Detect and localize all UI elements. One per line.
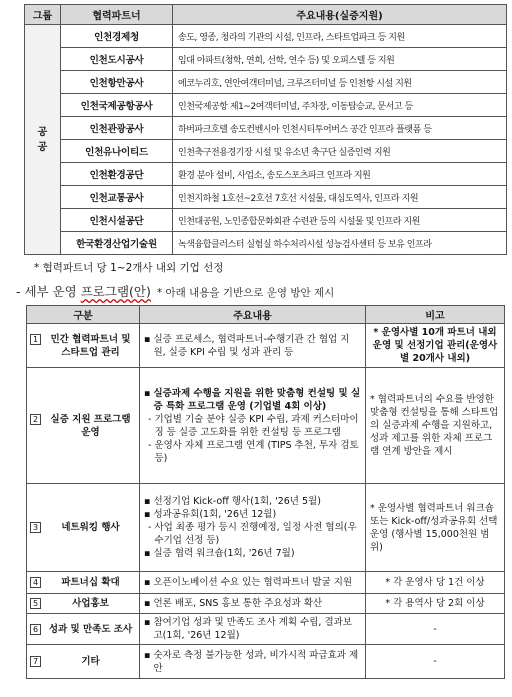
category-number-box: 7 <box>30 656 41 667</box>
content-text: 실증과제 수행을 지원을 위한 맞춤형 컨설팅 및 실증 특화 프로그램 운영 (기업별 4회 이상) <box>153 387 361 412</box>
program-remark <box>366 368 505 484</box>
program-contents <box>140 368 366 484</box>
program-category <box>27 484 140 572</box>
bullet-icon: ▪ <box>144 509 151 520</box>
bullet-icon: ▪ <box>144 548 151 559</box>
bullet-icon: ▪ <box>144 617 151 628</box>
content-item <box>144 576 361 589</box>
partner-content: 임대 아파트(청학, 연희, 선학, 연수 등) 및 오피스텔 등 지원 <box>173 48 507 71</box>
category-label: 기타 <box>81 656 100 667</box>
bullet-icon: ▪ <box>144 598 151 609</box>
program-contents <box>140 614 366 645</box>
section-subnote: * 아래 내용을 기반으로 운영 방안 제시 <box>156 287 335 299</box>
bullet-icon: - <box>148 413 152 425</box>
program-table <box>26 305 505 679</box>
program-contents <box>140 594 366 614</box>
partner-row <box>25 48 507 71</box>
partner-content: 하버파크호텔 송도컨벤시아 인천시티투어버스 공간 인프라 플랫폼 등 <box>173 117 507 140</box>
content-item <box>144 387 361 413</box>
bullet-icon: ▪ <box>144 387 151 399</box>
category-label: 실증 지원 프로그램 운영 <box>50 413 131 438</box>
category-number-box: 5 <box>30 598 41 609</box>
partner-content: 에코누리호, 연안여객터미널, 크루즈터미널 등 인천항 시설 지원 <box>173 71 507 94</box>
content-text: 실증 협력 워크숍(1회, '26년 7월) <box>153 548 295 559</box>
bullet-icon: ▪ <box>144 333 151 345</box>
partner-name: 인천환경공단 <box>61 163 173 186</box>
program-contents <box>140 645 366 679</box>
program-category <box>27 594 140 614</box>
partner-row <box>25 186 507 209</box>
program-row <box>27 368 505 484</box>
program-row <box>27 484 505 572</box>
content-text: 성과공유회(1회, '26년 12월) <box>153 509 277 520</box>
content-text: 실증 프로세스, 협력파트너-수행기관 간 협업 지원, 실증 KPI 수립 및 성과 관리 등 <box>153 333 350 358</box>
content-text: 기업별 기술 분야 실증 KPI 수립, 과제 커스터마이징 등 실증 고도화를 위한 컨설팅 등 프로그램 <box>154 413 359 438</box>
program-category <box>27 368 140 484</box>
content-item <box>144 616 361 642</box>
partner-content: 인천대공원, 노인종합문화회관 수련관 등의 시설물 및 인프라 지원 <box>173 209 507 232</box>
category-label: 민간 협력파트너 및 스타트업 관리 <box>50 333 131 358</box>
category-number-box: 1 <box>30 334 41 345</box>
partner-row <box>25 117 507 140</box>
program-remark <box>366 324 505 368</box>
content-item <box>144 547 361 560</box>
category-number-box: 4 <box>30 577 41 588</box>
category-label: 파트너십 확대 <box>61 577 120 588</box>
partner-name: 인천관광공사 <box>61 117 173 140</box>
content-item <box>144 597 361 610</box>
bullet-icon: - <box>148 522 152 533</box>
group-label: 공 공 <box>37 126 48 153</box>
section-title: 프로그램(안) <box>80 284 151 299</box>
header-partner: 협력파트너 <box>61 5 173 25</box>
partners-body <box>25 25 507 255</box>
content-item <box>144 521 361 547</box>
category-number-box: 3 <box>30 522 41 533</box>
partner-content: 녹색융합클러스터 실험실 하수처리시설 성능검사센터 등 보유 인프라 <box>173 232 507 255</box>
program-row <box>27 614 505 645</box>
program-remark <box>366 572 505 594</box>
partner-row <box>25 163 507 186</box>
partners-table <box>24 4 507 255</box>
bullet-icon: - <box>148 439 152 451</box>
program-category <box>27 324 140 368</box>
program-remark <box>366 484 505 572</box>
program-contents <box>140 324 366 368</box>
category-label: 사업홍보 <box>72 598 109 609</box>
bullet-icon: ▪ <box>144 649 151 661</box>
program-row <box>27 594 505 614</box>
section-prefix: - 세부 운영 <box>16 284 81 299</box>
program-header-row <box>27 306 505 324</box>
program-category <box>27 572 140 594</box>
header-category: 구분 <box>27 306 140 324</box>
program-remark <box>366 614 505 645</box>
content-text: 언론 배포, SNS 홍보 통한 주요성과 확산 <box>153 598 323 609</box>
header-main-content: 주요내용 <box>140 306 366 324</box>
category-number-box: 2 <box>30 414 41 425</box>
partner-row <box>25 94 507 117</box>
content-item <box>144 333 361 359</box>
partner-content: 송도, 영종, 청라의 기관의 시설, 인프라, 스타트업파크 등 지원 <box>173 25 507 48</box>
program-row <box>27 645 505 679</box>
program-category <box>27 645 140 679</box>
program-contents <box>140 484 366 572</box>
partner-name: 인천국제공항공사 <box>61 94 173 117</box>
partner-content: 인천축구전용경기장 시설 및 유소년 축구단 실증인력 지원 <box>173 140 507 163</box>
bullet-icon: ▪ <box>144 577 151 588</box>
group-cell <box>25 25 61 255</box>
content-item <box>144 649 361 675</box>
partner-row <box>25 209 507 232</box>
header-group: 그룹 <box>25 5 61 25</box>
remark-text: * 협력파트너의 수요를 반영한 맞춤형 컨설팅을 통해 스타트업의 실증과제 수행을 지원하고, 성과 제고를 위한 자체 프로그램 연계 방안을 제시 <box>370 394 499 457</box>
program-category <box>27 614 140 645</box>
category-label: 네트워킹 행사 <box>61 522 120 533</box>
remark-text: - <box>433 656 437 667</box>
program-row <box>27 572 505 594</box>
category-number-box: 6 <box>30 624 41 635</box>
program-row <box>27 324 505 368</box>
header-content: 주요내용(실증지원) <box>173 5 507 25</box>
partner-row <box>25 25 507 48</box>
content-item <box>144 413 361 439</box>
bullet-icon: ▪ <box>144 496 151 507</box>
content-text: 사업 최종 평가 등시 진행예정, 일정 사전 협의(우수기업 선정 등) <box>154 522 357 546</box>
partner-row <box>25 71 507 94</box>
remark-text: - <box>433 623 437 635</box>
remark-text: * 운영사별 10개 파트너 내외 운영 및 선정기업 관리(운영사별 20개사 내외) <box>372 327 498 364</box>
content-item <box>144 439 361 465</box>
partner-content: 인천지하철 1호선~2호선 7호선 시설물, 대심도역사, 인프라 지원 <box>173 186 507 209</box>
partner-content: 환경 분야 설비, 사업소, 송도스포츠파크 인프라 지원 <box>173 163 507 186</box>
remark-text: * 각 운영사 당 1건 이상 <box>385 577 485 588</box>
content-item <box>144 495 361 508</box>
partner-content: 인천국제공항 제1~2여객터미널, 주차장, 이동탑승교, 문서고 등 <box>173 94 507 117</box>
partners-header-row <box>25 5 507 25</box>
program-remark <box>366 645 505 679</box>
remark-text: * 각 용역사 당 2회 이상 <box>385 598 485 609</box>
program-body <box>27 324 505 679</box>
partner-row <box>25 232 507 255</box>
partner-name: 인천유나이티드 <box>61 140 173 163</box>
partner-name: 인천경제청 <box>61 25 173 48</box>
content-text: 참여기업 성과 및 만족도 조사 계획 수립, 결과보고(1회, '26년 12월) <box>153 617 352 641</box>
content-text: 선정기업 Kick-off 행사(1회, '26년 5월) <box>153 496 321 507</box>
partner-row <box>25 140 507 163</box>
section-heading <box>16 282 334 300</box>
content-text: 숫자로 측정 불가능한 성과, 비가시적 파급효과 제안 <box>153 649 359 674</box>
partner-name: 인천항만공사 <box>61 71 173 94</box>
program-remark <box>366 594 505 614</box>
content-item <box>144 508 361 521</box>
partner-name: 한국환경산업기술원 <box>61 232 173 255</box>
partner-count-note: * 협력파트너 당 1~2개사 내외 기업 선정 <box>34 262 224 274</box>
partner-name: 인천교통공사 <box>61 186 173 209</box>
partner-name: 인천도시공사 <box>61 48 173 71</box>
content-text: 운영사 자체 프로그램 연계 (TIPS 추천, 투자 검토 등) <box>154 439 359 464</box>
category-label: 성과 및 만족도 조사 <box>48 623 133 635</box>
header-remark: 비고 <box>366 306 505 324</box>
content-text: 오픈이노베이션 수요 있는 협력파트너 발굴 지원 <box>153 577 353 588</box>
remark-text: * 운영사별 협력파트너 워크숍 또는 Kick-off/성과공유회 선택 운영 (행사별 15,000천원 범위) <box>370 502 498 553</box>
program-contents <box>140 572 366 594</box>
partner-name: 인천시설공단 <box>61 209 173 232</box>
